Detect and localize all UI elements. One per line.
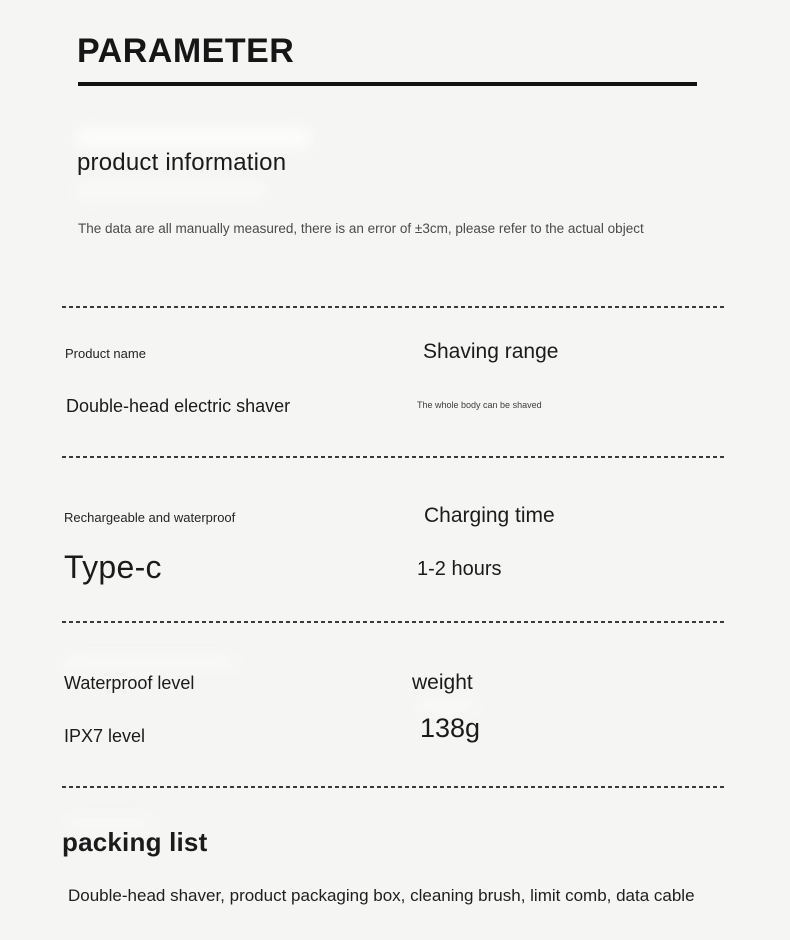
spec-label-product-name: Product name bbox=[65, 346, 146, 361]
product-info-heading: product information bbox=[77, 149, 287, 176]
ghost-watermark bbox=[62, 656, 237, 669]
dashed-divider bbox=[62, 621, 727, 623]
spec-value-waterproof-level: IPX7 level bbox=[64, 726, 146, 746]
spec-value-charge-port: Type-c bbox=[64, 549, 162, 585]
spec-value-weight: 138g bbox=[420, 713, 481, 743]
spec-value-product-name: Double-head electric shaver bbox=[66, 396, 291, 416]
packing-list-items: Double-head shaver, product packaging box, cleaning brush, limit comb, data cable bbox=[68, 886, 695, 905]
ghost-watermark bbox=[76, 183, 266, 199]
spec-value-shaving-range: The whole body can be shaved bbox=[417, 400, 542, 410]
ghost-watermark bbox=[416, 700, 478, 712]
spec-value-charging-time: 1-2 hours bbox=[417, 558, 502, 580]
spec-label-waterproof-level: Waterproof level bbox=[64, 673, 195, 693]
spec-label-weight: weight bbox=[412, 671, 473, 694]
ghost-watermark bbox=[76, 128, 311, 148]
spec-label-rechargeable: Rechargeable and waterproof bbox=[64, 510, 236, 525]
dashed-divider bbox=[62, 456, 727, 458]
dashed-divider bbox=[62, 786, 727, 788]
packing-list-heading: packing list bbox=[62, 827, 208, 857]
spec-label-shaving-range: Shaving range bbox=[423, 340, 559, 363]
dashed-divider bbox=[62, 306, 727, 308]
spec-label-charging-time: Charging time bbox=[424, 504, 555, 527]
page-title: PARAMETER bbox=[77, 32, 295, 70]
title-underline bbox=[78, 82, 697, 86]
disclaimer-text: The data are all manually measured, there is an error of ±3cm, please refer to the actual object bbox=[78, 221, 644, 236]
